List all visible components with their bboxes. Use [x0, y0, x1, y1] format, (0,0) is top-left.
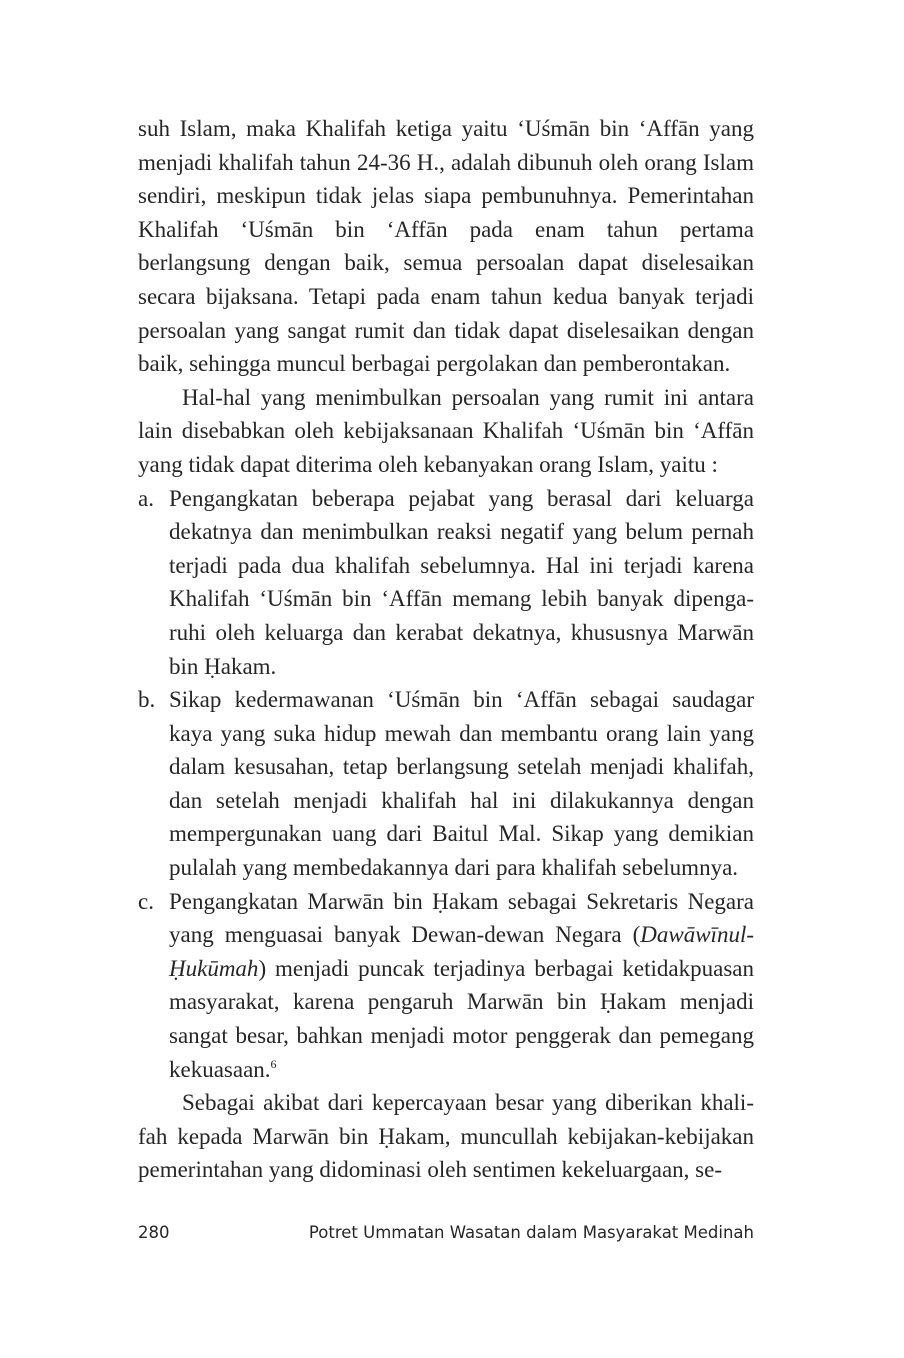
list-item-c-text-before: Pengangkatan Marwān bin Ḥakam sebagai Sekretaris Negara yang menguasai banyak Dewan-dewan Negara (: [169, 888, 754, 948]
list-marker-a: a.: [138, 485, 154, 511]
page-number: 280: [138, 1223, 170, 1242]
list-item-a-text: Pengangkatan beberapa pejabat yang berasal dari keluarga dekatnya dan menimbulkan reaksi negatif yang belum pernah terjadi pada dua khalifah sebelumnya. Hal ini terjadi karena Khalifah ‘Uśmān bin ‘Affān memang lebih banyak dipengaruhi oleh keluarga dan kerabat dekatnya, khususnya Marwān bin Ḥakam.: [169, 485, 754, 679]
list-item-b: [138, 683, 754, 885]
list-item-a: [138, 482, 754, 684]
list-marker-b: b.: [138, 687, 156, 713]
reasons-list: [138, 482, 754, 1087]
list-item-c-italic-term: Dawāwīnul-Ḥukūmah: [169, 922, 754, 981]
list-item-b-text: Sikap kedermawanan ‘Uśmān bin ‘Affān sebagai saudagar kaya yang suka hidup mewah dan membantu orang lain yang dalam kesusahan, tetap berlangsung setelah menjadi khalifah, dan setelah menjadi khalifah hal ini dilakukannya dengan mempergunakan uang dari Baitul Mal. Sikap yang demikian pulalah yang membedakannya dari para khalifah sebelumnya.: [169, 687, 754, 881]
list-marker-c: c.: [138, 888, 154, 914]
page-body: [138, 112, 754, 1187]
paragraph-1: suh Islam, maka Khalifah ketiga yaitu ‘Uśmān bin ‘Affān yang menjadi khalifah tahun 24-36 H., adalah dibunuh oleh orang Islam sendiri, meskipun tidak jelas siapa pembunuhnya. Pemerintahan Khalifah ‘Uśmān bin ‘Affān pada enam tahun pertama berlangsung dengan baik, semua persoalan dapat diselesaikan secara bijaksana. Tetapi pada enam tahun kedua banyak terjadi persoalan yang sangat rumit dan tidak dapat diselesaikan dengan baik, sehingga muncul berbagai pergolakan dan pemberontakan.: [138, 116, 754, 377]
running-title: Potret Ummatan Wasatan dalam Masyarakat Medinah: [308, 1223, 754, 1242]
footnote-reference[interactable]: 6: [270, 1056, 277, 1071]
paragraph-3: Sebagai akibat dari kepercayaan besar yang diberikan khalifah kepada Marwān bin Ḥakam, muncullah kebijakan-kebijakan pemerintahan yang didominasi oleh sentimen kekeluargaan, se-: [138, 1090, 754, 1183]
list-item-c: [138, 885, 754, 1087]
list-item-c-text-after: ) menjadi puncak terjadinya berbagai ketidakpuasan masyarakat, karena pengaruh Marwān bin Ḥakam menjadi sangat besar, bahkan menjadi motor penggerak dan pemegang kekuasaan.: [169, 955, 754, 1082]
paragraph-2: Hal-hal yang menimbulkan persoalan yang rumit ini antara lain disebabkan oleh kebijaksanaan Khalifah ‘Uśmān bin ‘Affān yang tidak dapat diterima oleh kebanyakan orang Islam, yaitu :: [138, 384, 754, 477]
